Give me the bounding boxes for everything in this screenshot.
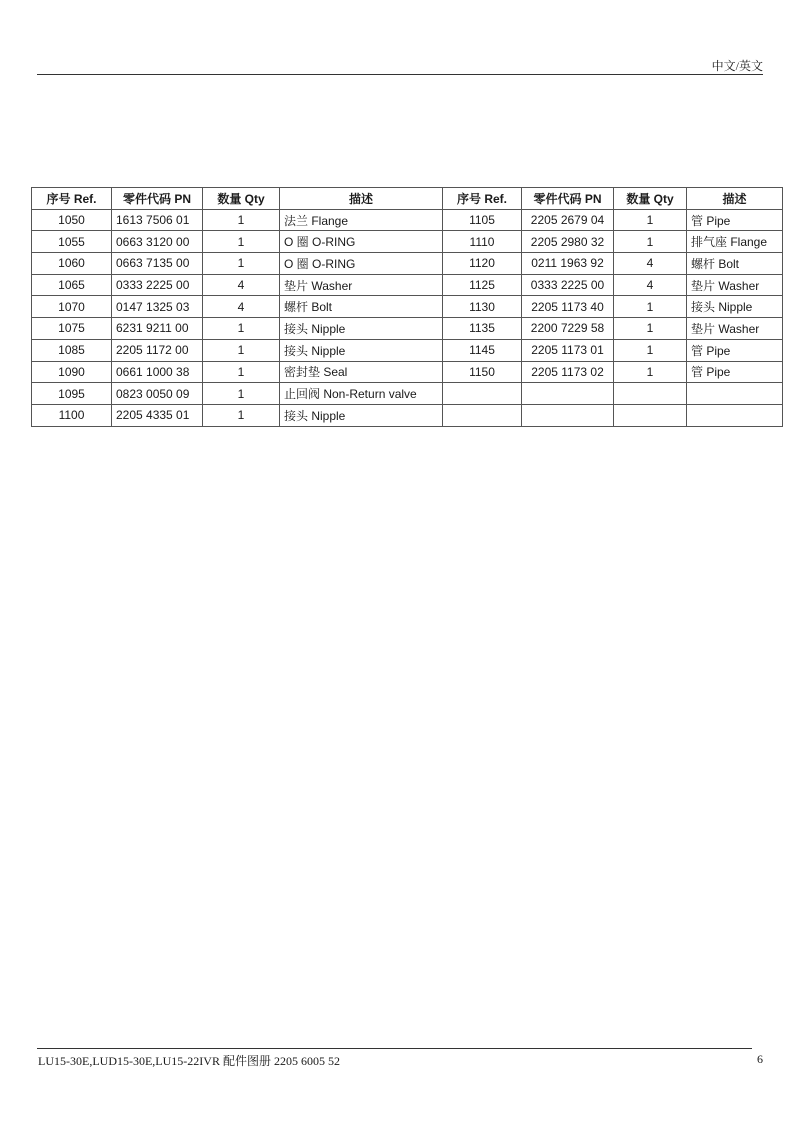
table-cell: 0333 2225 00 <box>112 274 203 296</box>
table-cell: 0147 1325 03 <box>112 296 203 318</box>
table-cell: 1 <box>203 231 280 253</box>
table-cell: 1110 <box>443 231 522 253</box>
parts-table <box>31 187 783 427</box>
table-row <box>32 209 783 231</box>
table-cell: 1 <box>614 209 687 231</box>
table-cell: 管 Pipe <box>687 361 783 383</box>
table-cell: 1120 <box>443 253 522 275</box>
table-cell: 1105 <box>443 209 522 231</box>
table-cell: 1075 <box>32 318 112 340</box>
table-cell: 法兰 Flange <box>280 209 443 231</box>
table-row <box>32 274 783 296</box>
column-header: 零件代码 PN <box>112 188 203 210</box>
table-cell: 0823 0050 09 <box>112 383 203 405</box>
footer-divider <box>37 1048 752 1049</box>
column-header: 零件代码 PN <box>522 188 614 210</box>
column-header: 描述 <box>687 188 783 210</box>
table-cell: 1065 <box>32 274 112 296</box>
table-cell: 接头 Nipple <box>687 296 783 318</box>
table-cell: 接头 Nipple <box>280 339 443 361</box>
table-cell: 1 <box>203 318 280 340</box>
table-cell: 1 <box>614 361 687 383</box>
table-cell: 0661 1000 38 <box>112 361 203 383</box>
table-cell: 2205 1173 01 <box>522 339 614 361</box>
table-cell: 4 <box>614 274 687 296</box>
page-number: 6 <box>757 1052 763 1066</box>
column-header: 描述 <box>280 188 443 210</box>
table-cell: 1060 <box>32 253 112 275</box>
table-cell: 2205 1172 00 <box>112 339 203 361</box>
table-row <box>32 296 783 318</box>
table-cell: 1100 <box>32 404 112 426</box>
table-cell: 0663 3120 00 <box>112 231 203 253</box>
table-cell: 止回阀 Non-Return valve <box>280 383 443 405</box>
table-cell: 1150 <box>443 361 522 383</box>
table-cell: 1 <box>614 318 687 340</box>
table-cell: 6231 9211 00 <box>112 318 203 340</box>
table-cell: 2205 1173 02 <box>522 361 614 383</box>
table-cell: O 圈 O-RING <box>280 231 443 253</box>
table-cell: 1070 <box>32 296 112 318</box>
table-cell: 0211 1963 92 <box>522 253 614 275</box>
table-row <box>32 318 783 340</box>
table-cell: 2205 2679 04 <box>522 209 614 231</box>
footer-manual-title: LU15-30E,LUD15-30E,LU15-22IVR 配件图册 2205 6005 52 <box>38 1054 340 1068</box>
table-row <box>32 339 783 361</box>
table-row <box>32 383 783 405</box>
table-cell: 0333 2225 00 <box>522 274 614 296</box>
table-cell: 1130 <box>443 296 522 318</box>
table-row <box>32 231 783 253</box>
table-cell: 1 <box>203 253 280 275</box>
table-cell: 垫片 Washer <box>687 318 783 340</box>
header-divider <box>37 74 763 75</box>
table-cell <box>614 404 687 426</box>
table-body <box>32 209 783 426</box>
column-header: 数量 Qty <box>203 188 280 210</box>
table-cell: 排气座 Flange <box>687 231 783 253</box>
table-cell: 1135 <box>443 318 522 340</box>
table-row <box>32 404 783 426</box>
column-header: 序号 Ref. <box>32 188 112 210</box>
table-row <box>32 361 783 383</box>
table-cell: 2205 1173 40 <box>522 296 614 318</box>
table-cell: 1050 <box>32 209 112 231</box>
table-cell <box>614 383 687 405</box>
table-cell <box>687 383 783 405</box>
table-cell: 1 <box>614 296 687 318</box>
table-cell <box>522 404 614 426</box>
table-header-row <box>32 188 783 210</box>
table-cell: 1 <box>203 383 280 405</box>
table-cell: 管 Pipe <box>687 339 783 361</box>
table-cell: 1613 7506 01 <box>112 209 203 231</box>
table-cell: 2205 2980 32 <box>522 231 614 253</box>
table-cell <box>443 383 522 405</box>
table-cell: 垫片 Washer <box>687 274 783 296</box>
table-cell: 4 <box>203 296 280 318</box>
table-cell: 管 Pipe <box>687 209 783 231</box>
table-cell <box>687 404 783 426</box>
table-cell: 螺杆 Bolt <box>687 253 783 275</box>
table-cell: 1055 <box>32 231 112 253</box>
table-cell: 1 <box>203 209 280 231</box>
column-header: 序号 Ref. <box>443 188 522 210</box>
table-cell: 0663 7135 00 <box>112 253 203 275</box>
table-cell <box>522 383 614 405</box>
table-cell: 4 <box>614 253 687 275</box>
table-cell: 2200 7229 58 <box>522 318 614 340</box>
table-cell: O 圈 O-RING <box>280 253 443 275</box>
table-cell: 1090 <box>32 361 112 383</box>
table-cell: 1 <box>614 231 687 253</box>
table-cell: 1125 <box>443 274 522 296</box>
column-header: 数量 Qty <box>614 188 687 210</box>
table-row <box>32 253 783 275</box>
table-cell <box>443 404 522 426</box>
table-cell: 接头 Nipple <box>280 318 443 340</box>
table-cell: 4 <box>203 274 280 296</box>
table-cell: 垫片 Washer <box>280 274 443 296</box>
table-cell: 密封垫 Seal <box>280 361 443 383</box>
table-cell: 2205 4335 01 <box>112 404 203 426</box>
table-cell: 1095 <box>32 383 112 405</box>
table-cell: 螺杆 Bolt <box>280 296 443 318</box>
table-cell: 1145 <box>443 339 522 361</box>
table-cell: 接头 Nipple <box>280 404 443 426</box>
table-cell: 1085 <box>32 339 112 361</box>
table-cell: 1 <box>203 404 280 426</box>
table-cell: 1 <box>203 361 280 383</box>
header-language: 中文/英文 <box>711 59 763 73</box>
table-cell: 1 <box>614 339 687 361</box>
table-cell: 1 <box>203 339 280 361</box>
